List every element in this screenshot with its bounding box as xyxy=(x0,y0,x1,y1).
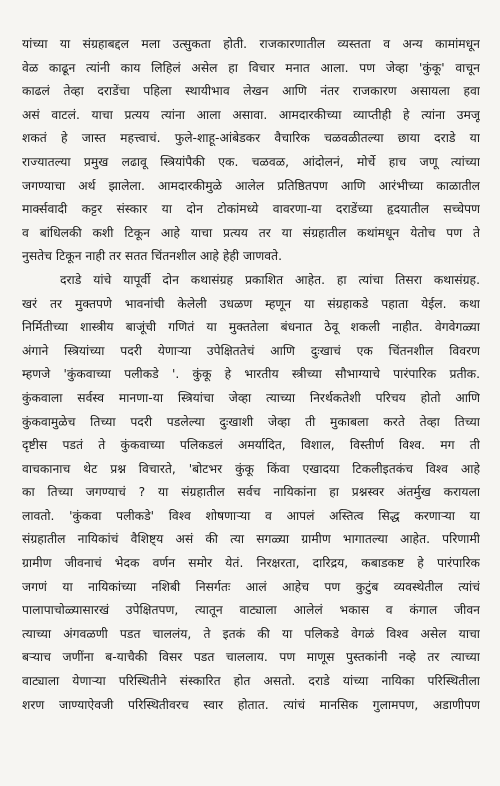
text-line: दृष्टीस पडतं ते कुंकवाच्या पलिकडलं अमर्यादित, विशाल, विस्तीर्ण विश्व. मग ती xyxy=(22,438,480,453)
text-line: वाचकानाच थेट प्रश्न विचारते, 'बोटभर कुंकू किंवा एखादया टिकलीइतकंच विश्व आहे xyxy=(22,461,480,476)
text-line: कुंकवाला सर्वस्व मानणा-या स्त्रियांचा जेव्हा त्याच्या निरर्थकतेशी परिचय होतो आणि xyxy=(22,390,480,405)
text-line: म्हणजे 'कुंकवाच्या पलीकडे '. कुंकू हे भारतीय स्त्रीच्या सौभाग्याचे पारंपारिक प्रतीक. xyxy=(22,367,480,382)
text-line: जगण्याचा अर्थ झालेला. आमदारकीमुळे आलेल प्रतिष्ठितपण आणि आरंभीच्या काळातील xyxy=(22,178,480,193)
text-line: दराडे यांचे यापूर्वी दोन कथासंग्रह प्रकाशित आहेत. हा त्यांचा तिसरा कथासंग्रह. xyxy=(60,272,480,287)
page-text xyxy=(22,33,480,717)
text-line: लावतो. 'कुंकवा पलीकडे' विश्व शोषणाऱ्या व आपलं अस्तित्व सिद्ध करणाऱ्या या xyxy=(22,508,480,523)
text-line: वाट्याला येणाऱ्या परिस्थितीने संस्कारित होत असतो. दराडे यांच्या नायिका परिस्थितीला xyxy=(22,674,480,689)
text-line: नुसतेच टिकून नाही तर सतत चिंतनशील आहे हेही जाणवते. xyxy=(22,249,282,264)
text-line: यांच्या या संग्रहाबद्दल मला उत्सुकता होती. राजकारणातील व्यस्तता व अन्य कामांमधून xyxy=(22,37,480,51)
text-line: कुंकवामुळेच तिच्या पदरी पडलेल्या दुःखाशी जेव्हा ती मुकाबला करते तेव्हा तिच्या xyxy=(22,414,480,429)
text-line: ग्रामीण जीवनाचं भेदक वर्णन समोर येतं. निरक्षरता, दारिद्रय, कबाडकष्ट हे पारंपारिक xyxy=(22,556,480,571)
text-line: निर्मितीच्या शास्त्रीय बाजूंची गणितं या मुक्ततेला बंधनात ठेवू शकली नाहीत. वेगवेगळ्या xyxy=(22,320,480,335)
text-line: काढलं तेव्हा दराडेंचा पहिला स्थायीभाव लेखन आणि नंतर राजकारण असायला हवा xyxy=(22,84,480,99)
text-line: जगणं या नायिकांच्या नशिबी निसर्गतः आलं आहेच पण कुटुंब व्यवस्थेतील त्यांचं xyxy=(22,579,480,594)
text-line: मार्क्सवादी कट्टर संस्कार या दोन टोकांमध्ये वावरणा-या दराडेंच्या हृदयातील सच्चेपण xyxy=(22,202,480,217)
text-line: राज्यातल्या प्रमुख लढावू स्त्रियांपैकी एक. चळवळ, आंदोलनं, मोर्चे हाच जणू त्यांच्या xyxy=(22,154,480,169)
text-line: का तिच्या जगण्याचं ? या संग्रहातील सर्वच नायिकांना हा प्रश्नस्वर अंतर्मुख करायला xyxy=(22,485,480,500)
text-line: खरं तर मुक्तपणे भावनांची केलेली उधळण म्हणून या संग्रहाकडे पहाता येईल. कथा xyxy=(22,296,480,311)
text-line: पालापाचोळ्यासारखं उपेक्षितपण, त्यातून वाट्याला आलेलं भकास व कंगाल जीवन xyxy=(22,603,480,618)
text-line: संग्रहातील नायिकांचं वैशिष्ट्य असं की त्या सगळ्या ग्रामीण भागातल्या आहेत. परिणामी xyxy=(22,532,480,547)
text-line: वेळ काढून त्यांनी काय लिहिलं असेल हा विचार मनात आला. पण जेव्हा 'कुंकू' वाचून xyxy=(22,60,480,75)
text-line: बऱ्याच जणींना ब-याचैकी विसर पडत चाललाय. पण माणूस पुस्तकांनी नव्हे तर त्याच्या xyxy=(22,650,480,665)
text-line: असं वाटलं. याचा प्रत्यय त्यांना आला असावा. आमदारकीच्या व्याप्तीही हे त्यांना उमजू xyxy=(22,107,480,122)
paragraph-2 xyxy=(22,269,480,717)
paragraph-1 xyxy=(22,33,480,269)
text-line: व बांधिलकी कशी टिकून आहे याचा प्रत्यय तर या संग्रहातील कथांमधून येतोच पण ते xyxy=(22,225,480,240)
text-line: शरण जाण्याऐवजी परिस्थितीवरच स्वार होतात. त्यांचं मानसिक गुलामपण, अडाणीपण xyxy=(22,697,480,712)
text-line: शकतं हे जास्त महत्त्वाचं. फुले-शाहू-आंबेडकर वैचारिक चळवळीतल्या छाया दराडे या xyxy=(22,131,480,146)
text-line: अंगाने स्त्रियांच्या पदरी येणाऱ्या उपेक्षिततेचं आणि दुःखाचं एक चिंतनशील विवरण xyxy=(22,343,480,358)
text-line: त्याच्या अंगवळणी पडत चाललंय, ते इतकं की या पलिकडे वेगळं विश्व असेल याचा xyxy=(22,626,480,641)
